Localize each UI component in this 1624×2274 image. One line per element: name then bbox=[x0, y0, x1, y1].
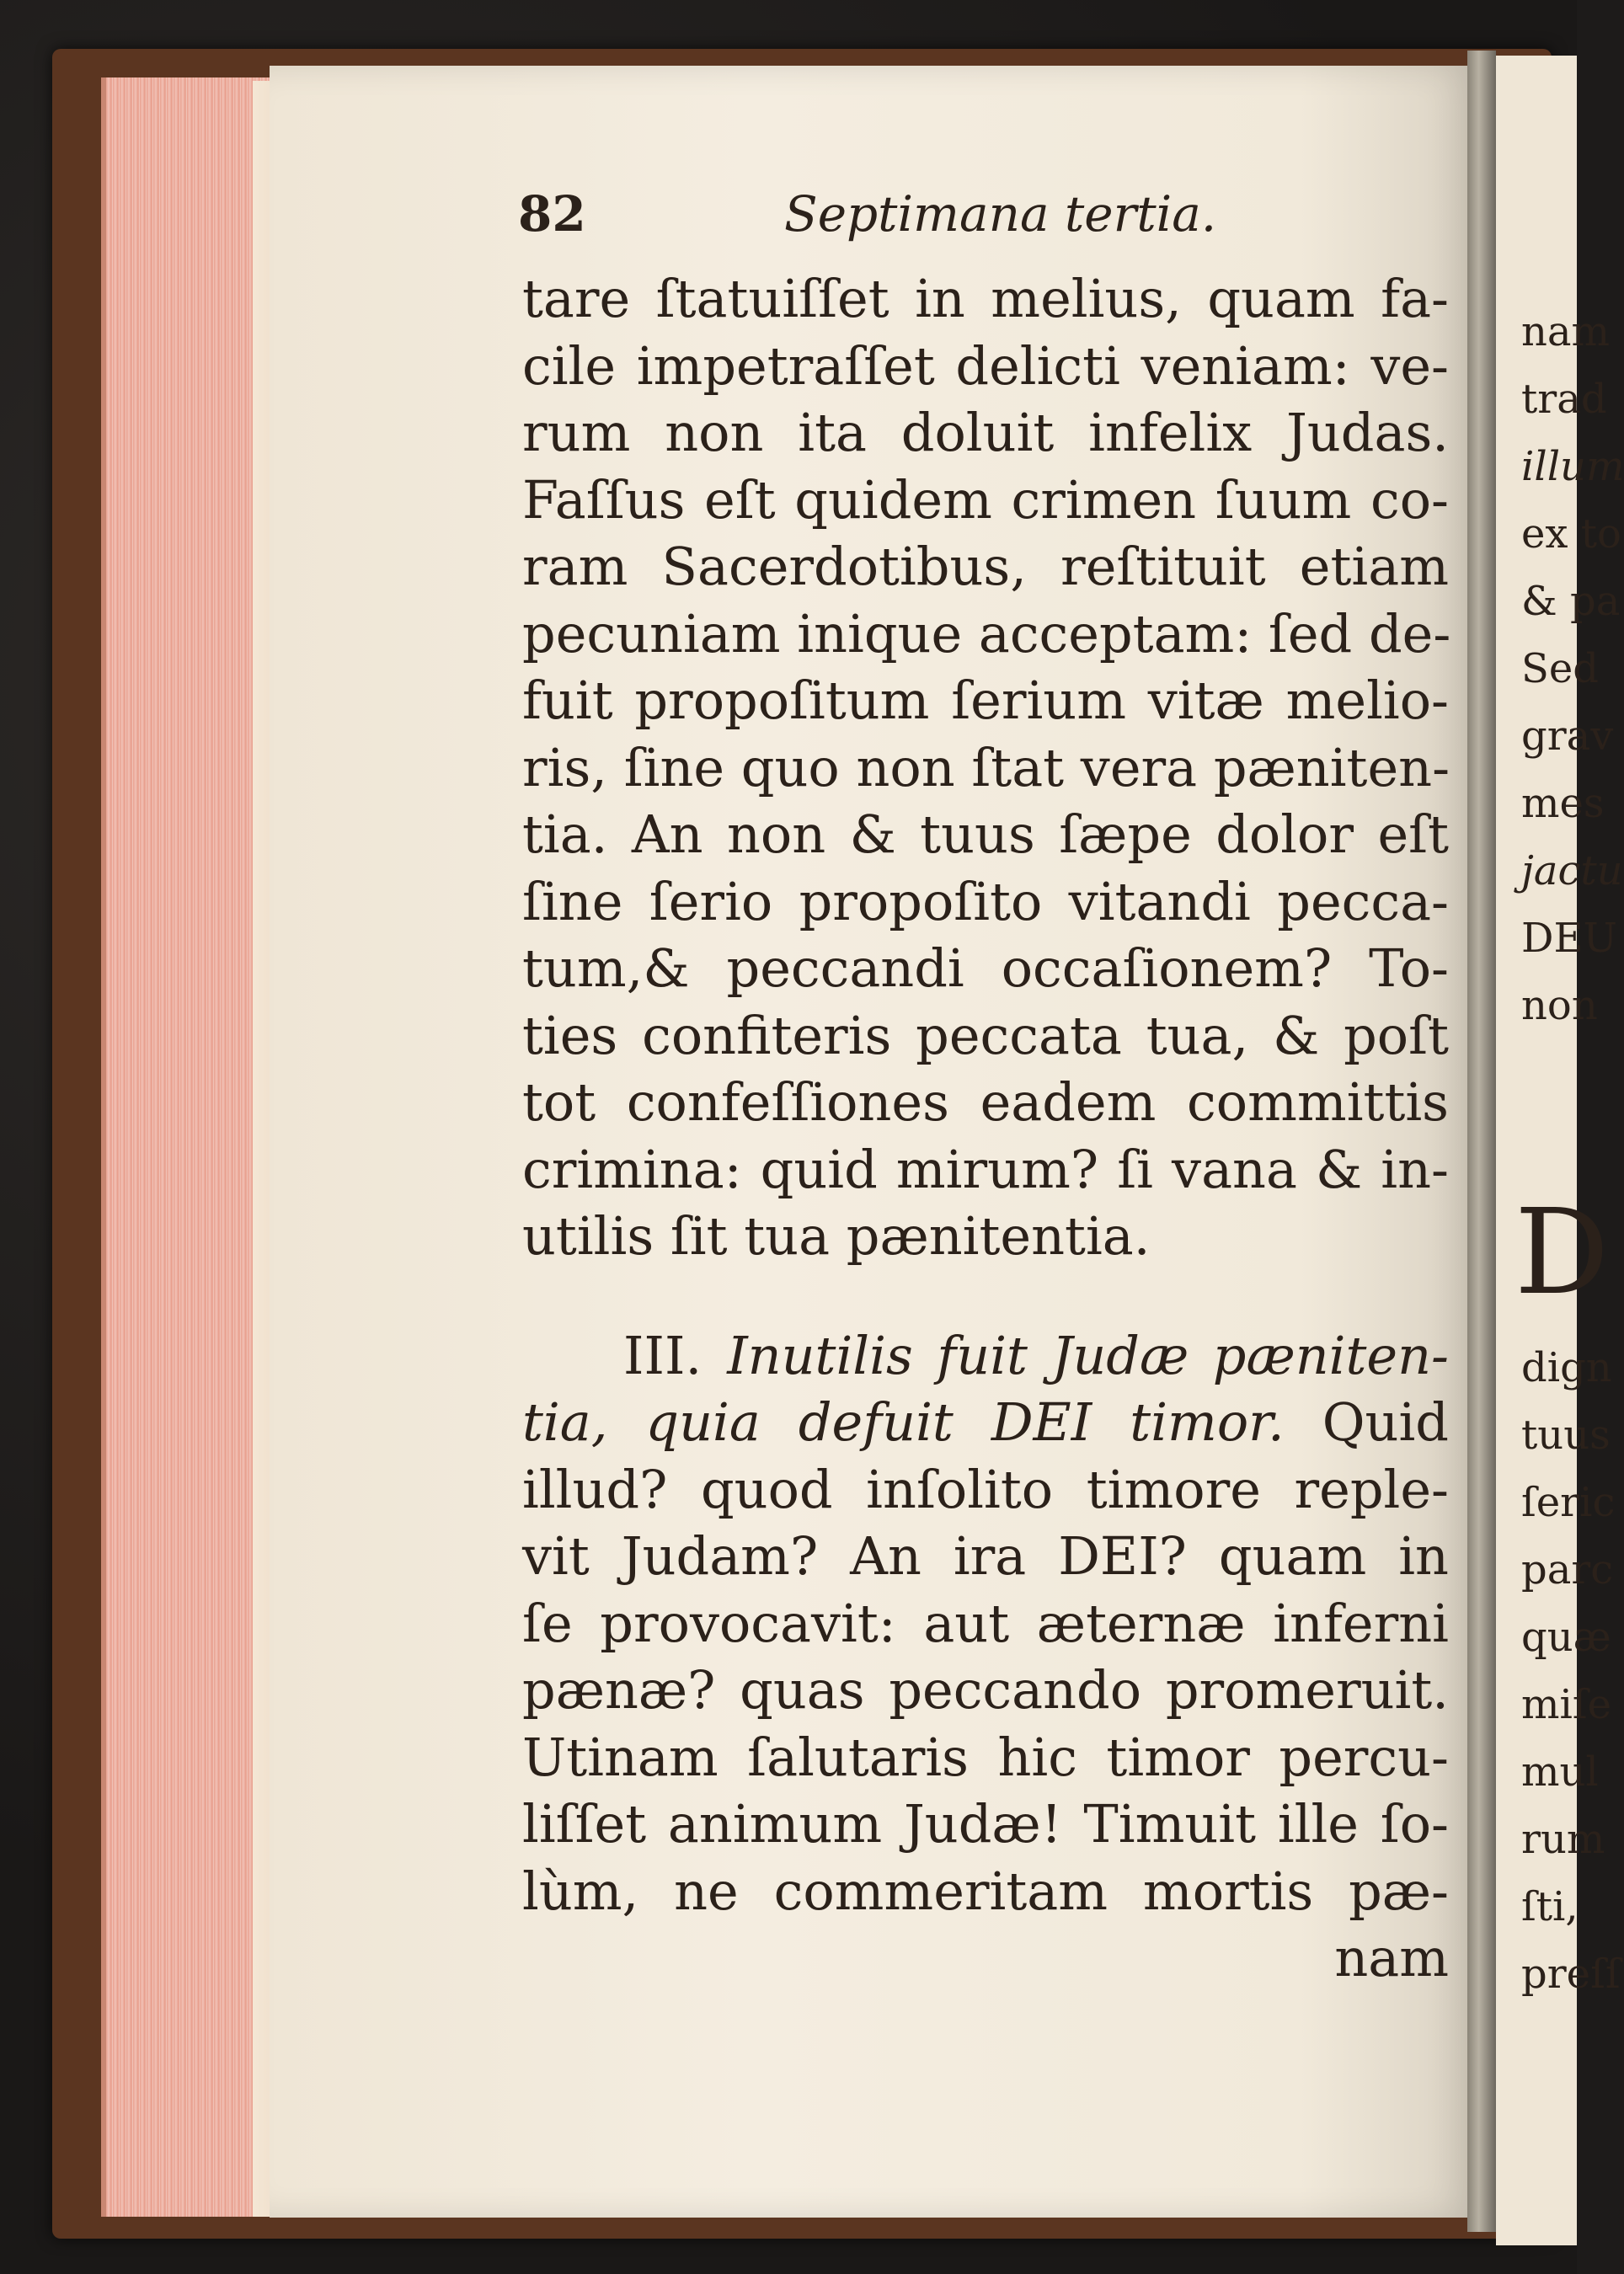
text-line: utilis ſit tua pænitentia. bbox=[522, 1205, 1151, 1267]
section-heading-line2 bbox=[522, 1389, 1449, 1456]
text-line: ram Sacerdotibus, reſtituit etiam bbox=[522, 536, 1449, 597]
section-heading-italic-2: tia, quia defuit DEI timor. bbox=[522, 1391, 1285, 1453]
running-head bbox=[518, 185, 1461, 244]
text-fragment: Quid bbox=[1322, 1391, 1449, 1453]
catchword: nam bbox=[1334, 1927, 1449, 1988]
text-line: tare ſtatuiſſet in melius, quam fa- bbox=[522, 268, 1449, 329]
text-line: liſſet animum Judæ! Timuit ille ſo- bbox=[522, 1793, 1449, 1855]
text-line: ties confiteris peccata tua, & poſt bbox=[522, 1004, 1449, 1066]
text-line: fuit propoſitum ſerium vitæ melio- bbox=[522, 670, 1449, 731]
facing-line: nam bbox=[1521, 308, 1611, 355]
text-line: lùm, ne commeritam mortis pæ- bbox=[522, 1860, 1449, 1922]
facing-line: dign bbox=[1521, 1344, 1612, 1391]
facing-line: Sed bbox=[1521, 645, 1600, 692]
text-line: pænæ? quas peccando promeruit. bbox=[522, 1659, 1449, 1721]
facing-line: tuus bbox=[1521, 1412, 1611, 1459]
text-line: crimina: quid mirum? ſi vana & in- bbox=[522, 1138, 1449, 1200]
section-numeral: III. bbox=[623, 1324, 702, 1386]
text-line: tia. An non & tuus ſæpe dolor eſt bbox=[522, 803, 1449, 865]
section-heading-line bbox=[522, 1322, 1449, 1390]
facing-line: mul bbox=[1521, 1748, 1599, 1796]
facing-line: illum bbox=[1521, 443, 1624, 490]
facing-page bbox=[1496, 56, 1624, 2245]
running-title: Septimana tertia. bbox=[784, 185, 1217, 243]
facing-line: preſſ bbox=[1521, 1951, 1621, 1998]
text-line: rum non ita doluit infelix Judas. bbox=[522, 402, 1449, 463]
text-line: ris, ſine quo non ſtat vera pæniten- bbox=[522, 736, 1450, 798]
facing-line: & pa bbox=[1521, 578, 1621, 625]
text-line: cile impetraſſet delicti veniam: ve- bbox=[522, 334, 1449, 397]
text-line: Faſſus eſt quidem crimen ſuum co- bbox=[522, 468, 1449, 531]
facing-line: non bbox=[1521, 982, 1598, 1029]
text-line: illud? quod inſolito timore reple- bbox=[522, 1458, 1449, 1520]
main-text bbox=[522, 265, 1449, 1992]
section-heading-italic: Inutilis fuit Judæ pæniten- bbox=[727, 1324, 1449, 1386]
facing-line: miſe bbox=[1521, 1681, 1612, 1728]
text-line: ſine ſerio propoſito vitandi pecca- bbox=[522, 870, 1449, 932]
facing-line: trad bbox=[1521, 376, 1607, 423]
book-gutter bbox=[1467, 51, 1496, 2232]
facing-line: ſti, bbox=[1521, 1883, 1579, 1930]
facing-line: rum bbox=[1521, 1816, 1605, 1863]
facing-line: grav bbox=[1521, 713, 1614, 760]
drop-initial: D bbox=[1514, 1184, 1610, 1321]
text-line: tot confeſſiones eadem committis bbox=[522, 1071, 1449, 1133]
facing-line: mes bbox=[1521, 780, 1605, 827]
page-number: 82 bbox=[518, 185, 586, 243]
facing-line: DEU bbox=[1521, 915, 1617, 962]
facing-line: quæ bbox=[1521, 1614, 1611, 1661]
text-line: pecuniam inique acceptam: ſed de- bbox=[522, 602, 1451, 665]
text-line: ſe provocavit: aut æternæ inferni bbox=[522, 1592, 1449, 1654]
facing-line: ſeric bbox=[1521, 1479, 1616, 1526]
text-line: Utinam ſalutaris hic timor percu- bbox=[522, 1726, 1449, 1788]
facing-line: ex to bbox=[1521, 510, 1621, 558]
facing-line: parc bbox=[1521, 1546, 1614, 1593]
text-line: tum,& peccandi occaſionem? To- bbox=[522, 937, 1449, 999]
text-line: vit Judam? An ira DEI? quam in bbox=[522, 1525, 1449, 1587]
facing-line: jactu bbox=[1521, 847, 1623, 894]
